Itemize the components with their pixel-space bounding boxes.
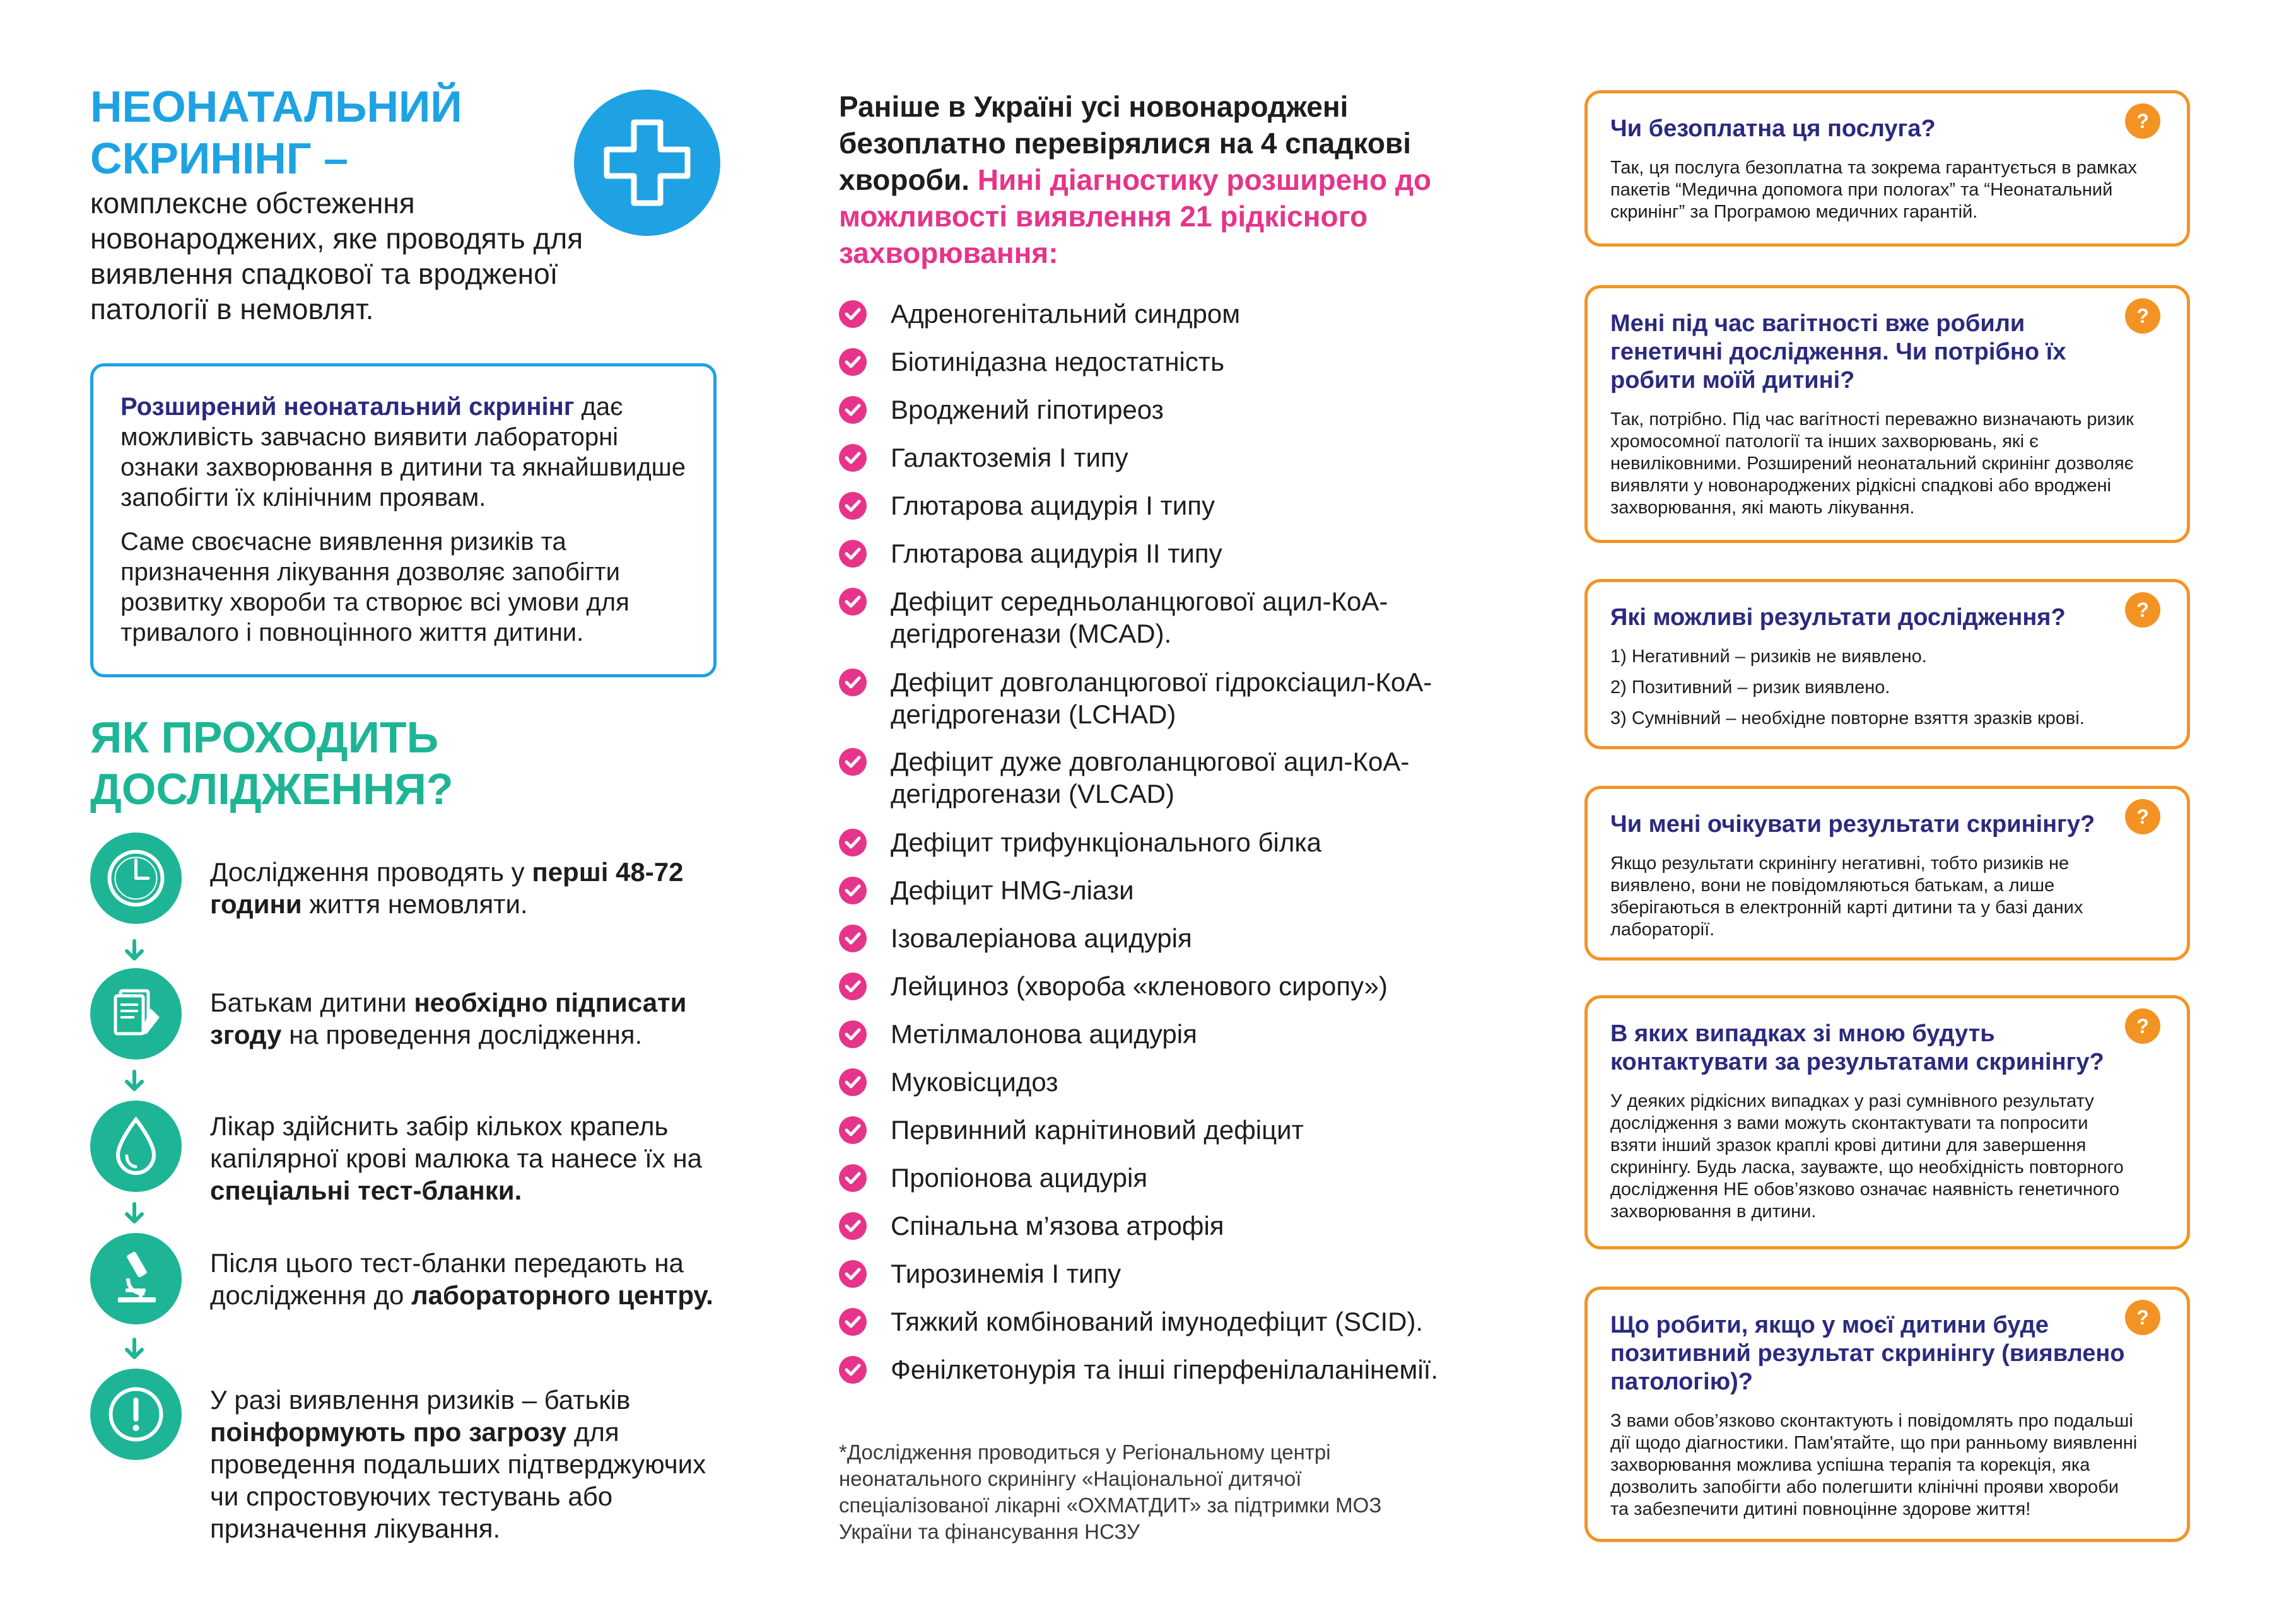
- disease-name: Тяжкий комбінований імунодефіцит (SCID).: [891, 1307, 1424, 1336]
- intro-highlight-text: Нині діагностику розширено до можливості виявлення 21 рідкісного захворювання:: [839, 163, 1432, 269]
- disease-name: Лейциноз (хвороба «кленового сиропу»): [891, 971, 1388, 1001]
- disease-name: Галактоземія I типу: [891, 443, 1128, 472]
- disease-name: Глютарова ацидурія II типу: [891, 539, 1222, 568]
- step-text-part: Після цього тест-бланки передають на дослідження до: [210, 1248, 684, 1310]
- question-mark-icon: ?: [2125, 592, 2160, 628]
- checkmark-icon: [839, 1164, 867, 1192]
- main-title: НЕОНАТАЛЬНИЙ СКРИНІНГ –: [90, 82, 462, 183]
- step-text-bold: спеціальні тест-бланки.: [210, 1176, 522, 1205]
- step-text-part: для проведення подальших підтверджуючих чи спростовуючих тестувань або призначення лікування.: [210, 1417, 706, 1543]
- disease-name: Глютарова ацидурія I типу: [891, 491, 1215, 520]
- question-mark-icon: ?: [2125, 1008, 2160, 1044]
- faq-card: [1584, 285, 2190, 543]
- checkmark-icon: [839, 396, 867, 424]
- checkmark-icon: [839, 925, 867, 952]
- checkmark-icon: [839, 348, 867, 376]
- disease-name: Адреногенітальний синдром: [891, 299, 1241, 329]
- screening-intro: [839, 88, 1438, 271]
- checkmark-icon: [839, 1260, 867, 1288]
- arrow-down-icon: [122, 938, 147, 964]
- checkmark-icon: [839, 669, 867, 696]
- checkmark-icon: [839, 300, 867, 328]
- medical-plus-icon: [574, 90, 720, 236]
- info-paragraph-2: Саме своєчасне виявлення ризиків та призначення лікування дозволяє запобігти розвитку хвороби та створює всі умови для тривалого і повноцінного життя дитини.: [120, 528, 629, 646]
- faq-question: Чи мені очікувати результати скринінгу?: [1610, 811, 2095, 838]
- faq-question: Мені під час вагітності вже робили генетичні дослідження. Чи потрібно їх робити моїй дитині?: [1610, 310, 2066, 394]
- checkmark-icon: [839, 1212, 867, 1240]
- faq-result-item: 3) Сумнівний – необхідне повторне взяття зразків крові.: [1610, 708, 2085, 728]
- checkmark-icon: [839, 1116, 867, 1144]
- faq-question: Що робити, якщо у моєї дитини буде позитивний результат скринінгу (виявлено патологію)?: [1610, 1312, 2125, 1395]
- step-4-text: [210, 1247, 734, 1311]
- step-5-text: [210, 1384, 734, 1545]
- faq-answer: Якщо результати скринінгу негативні, тобто ризиків не виявлено, вони не повідомляються батькам, а лише зберігаються в електронній карті дитини та у базі даних лабораторії.: [1610, 853, 2083, 940]
- step-1-text: [210, 856, 734, 920]
- microscope-icon: [90, 1233, 182, 1324]
- info-highlight: Розширений неонатальний скринінг: [120, 393, 575, 421]
- blood-drop-icon: [90, 1101, 182, 1192]
- disease-name: Дефіцит HMG-ліази: [891, 875, 1134, 905]
- step-3-text: [210, 1110, 734, 1206]
- document-sign-icon: [90, 968, 182, 1060]
- arrow-down-icon: [122, 1201, 147, 1227]
- disease-name: Дефіцит середньоланцюгової ацил-КоА-дегідрогенази (MCAD).: [891, 587, 1388, 648]
- checkmark-icon: [839, 973, 867, 1000]
- disease-name: Спінальна м’язова атрофія: [891, 1211, 1224, 1241]
- step-text-part: У разі виявлення ризиків – батьків: [210, 1385, 631, 1415]
- faq-question: В яких випадках зі мною будуть контактувати за результатами скринінгу?: [1610, 1020, 2104, 1075]
- step-text-part: Лікар здійснить забір кількох крапель капілярної крові малюка та нанесе їх на: [210, 1111, 703, 1173]
- faq-result-item: 1) Негативний – ризиків не виявлено.: [1610, 646, 1927, 667]
- exclamation-icon: [90, 1369, 182, 1460]
- disease-name: Метілмалонова ацидурія: [891, 1019, 1197, 1049]
- faq-question: Чи безоплатна ця послуга?: [1610, 115, 1936, 142]
- intro-text: комплексне обстеження новонароджених, яке проводять для виявлення спадкової та вродженої патології в немовлят.: [90, 187, 583, 325]
- disease-name: Фенілкетонурія та інші гіперфенілаланінемії.: [891, 1355, 1438, 1384]
- faq-result-item: 2) Позитивний – ризик виявлено.: [1610, 677, 1890, 698]
- disease-name: Тирозинемія I типу: [891, 1259, 1121, 1288]
- question-mark-icon: ?: [2125, 1300, 2160, 1335]
- step-text-part: на проведення дослідження.: [281, 1020, 643, 1049]
- step-text-part: життя немовляти.: [302, 889, 528, 919]
- intro-bold-text: Раніше в Україні усі новонароджені безоплатно перевірялися на 4 спадкові хвороби.: [839, 90, 1411, 196]
- disease-name: Вроджений гіпотиреоз: [891, 395, 1164, 424]
- clock-icon: [90, 832, 182, 924]
- checkmark-icon: [839, 877, 867, 904]
- section-title: ЯК ПРОХОДИТЬ ДОСЛІДЖЕННЯ?: [90, 713, 454, 814]
- checkmark-icon: [839, 1308, 867, 1336]
- checkmark-icon: [839, 1356, 867, 1384]
- disease-name: Біотинідазна недостатність: [891, 347, 1224, 377]
- info-paragraph-1: [120, 392, 687, 513]
- checkmark-icon: [839, 540, 867, 568]
- faq-card: [1584, 995, 2190, 1249]
- disease-name: Муковісцидоз: [891, 1067, 1058, 1097]
- disease-name: Ізовалеріанова ацидурія: [891, 923, 1192, 953]
- faq-card: [1584, 579, 2190, 749]
- faq-card: [1584, 90, 2190, 247]
- info-box: [90, 363, 717, 677]
- footnote: *Дослідження проводиться у Регіональному центрі неонатального скринінгу «Національної дитячої спеціалізованої лікарні «ОХМАТДИТ» за підтримки МОЗ України та фінансування НСЗУ: [839, 1440, 1382, 1543]
- info-text: дає можливість завчасно виявити лабораторні ознаки захворювання в дитини та якнайшвидше запобігти їх клінічним проявам.: [120, 393, 686, 511]
- disease-name: Дефіцит дуже довголанцюгової ацил-КоА-дегідрогенази (VLCAD): [891, 747, 1410, 809]
- checkmark-icon: [839, 1020, 867, 1048]
- step-text-part: Дослідження проводять у: [210, 857, 532, 887]
- disease-name: Дефіцит трифункціонального білка: [891, 827, 1322, 857]
- step-text-bold: перші 48-72 години: [210, 857, 684, 919]
- disease-name: Пропіонова ацидурія: [891, 1163, 1148, 1193]
- faq-answer: З вами обов’язково сконтактують і повідомлять про подальші дії щодо діагностики. Пам'ятайте, що при ранньому виявленні захворювання можлива успішна терапія та корекція, яка дозволить запобігти або полегшити клінічні прояви хвороби та забезпечити дитині повноцінне здорове життя!: [1610, 1411, 2138, 1519]
- disease-name: Первинний карнітиновий дефіцит: [891, 1115, 1304, 1145]
- checkmark-icon: [839, 748, 867, 776]
- faq-answer: У деяких рідкісних випадках у разі сумнівного результату дослідження з вами можуть сконтактувати та попросити взяти інший зразок краплі крові дитини для завершення скринінгу. Будь ласка, зауважте, що необхідність повторного дослідження НЕ обов’язково означає наявність генетичного захворювання в дитини.: [1610, 1091, 2124, 1222]
- step-text-bold: необхідно підписати згоду: [210, 988, 687, 1049]
- faq-question: Які можливі результати дослідження?: [1610, 604, 2066, 631]
- checkmark-icon: [839, 444, 867, 472]
- step-text-bold: лабораторного центру.: [411, 1280, 713, 1310]
- question-mark-icon: ?: [2125, 103, 2160, 139]
- step-2-text: [210, 986, 734, 1051]
- disease-name: Дефіцит довголанцюгової гідроксіацил-КоА-дегідрогенази (LCHAD): [891, 667, 1432, 729]
- step-text-bold: поінформують про загрозу: [210, 1417, 567, 1447]
- faq-card: [1584, 1287, 2190, 1542]
- question-mark-icon: ?: [2125, 298, 2160, 334]
- faq-card: [1584, 786, 2190, 961]
- arrow-down-icon: [122, 1337, 147, 1362]
- arrow-down-icon: [122, 1069, 147, 1094]
- step-text-part: Батькам дитини: [210, 988, 414, 1017]
- question-mark-icon: ?: [2125, 799, 2160, 834]
- checkmark-icon: [839, 588, 867, 616]
- faq-answer: Так, потрібно. Під час вагітності переважно визначають ризик хромосомної патології та інших захворювань, які є невиліковними. Розширений неонатальний скринінг дозволяє виявляти у новонароджених рідкісні спадкові або вроджені захворювання, які мають лікування.: [1610, 409, 2134, 518]
- faq-answer: Так, ця послуга безоплатна та зокрема гарантується в рамках пакетів “Медична допомога при пологах” та “Неонатальний скринінг” за Програмою медичних гарантій.: [1610, 158, 2137, 222]
- checkmark-icon: [839, 829, 867, 856]
- checkmark-icon: [839, 1068, 867, 1096]
- checkmark-icon: [839, 492, 867, 520]
